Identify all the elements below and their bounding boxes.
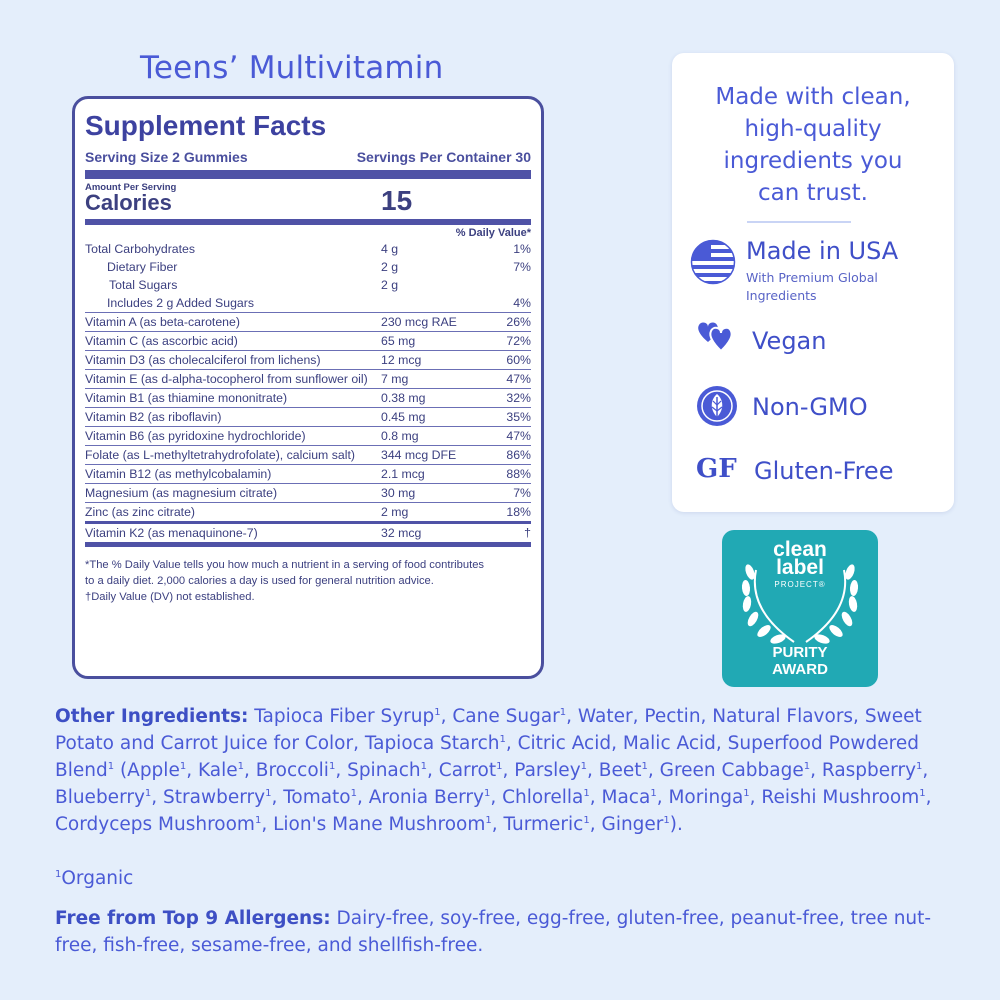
footnote-line: *The % Daily Value tells you how much a nutrient in a serving of food contributes [85,559,485,571]
vegan-label: Vegan [752,327,827,355]
daily-value-header: % Daily Value* [455,227,531,239]
nutrient-amount: 12 mcg [381,353,422,367]
footnote-line: †Daily Value (DV) not established. [85,591,255,603]
nutrient-name: Vitamin B6 (as pyridoxine hydrochloride) [85,429,306,443]
nutrient-row [85,350,531,369]
nutrient-amount: 230 mcg RAE [381,315,457,329]
gluten-free-icon: GF [696,454,737,484]
nutrient-amount: 2.1 mcg [381,467,425,481]
nutrient-name: Vitamin E (as d-alpha-tocopherol from sunflower oil) [85,372,368,386]
made-in-usa-sub-line: With Premium Global [746,270,878,285]
nutrient-amount: 32 mcg [381,526,422,540]
nutrient-amount: 2 g [381,278,399,292]
nutrient-dv: 4% [513,296,531,310]
nutrient-row [85,502,531,521]
nutrient-name: Vitamin A (as beta-carotene) [85,315,240,329]
nutrient-name: Folate (as L-methyltetrahydrofolate), calcium salt) [85,448,355,462]
nutrient-name: Vitamin B2 (as riboflavin) [85,410,222,424]
nutrient-table [85,240,531,542]
nutrient-name: Vitamin K2 (as menaquinone-7) [85,526,258,540]
ingredients-text: Tapioca Fiber Syrup$^1$, Cane Sugar$^1$, Water, Pectin, Natural Flavors, Sweet Potato and Carrot Juice for Color, Tapioca Starch$^1$, Citric Acid, Malic Acid, Superfood Powdered Blend$^1$ (Apple$^1$, Kale$^1$, Broccoli$^1$, Spinach$^1$, Carrot$^1$, Parsley$^1$, Beet$^1$, Green Cabbage$^1$, Raspberry$^1$, Blueberry$^1$, Strawberry$^1$, Tomato$^1$, Aronia Berry$^1$, Chlorella$^1$, Maca$^1$, Moringa$^1$, Reishi Mushroom$^1$, Cordyceps Mushroom$^1$, Lion's Mane Mushroom$^1$, Turmeric$^1$, Ginger$^1$). [55,706,932,835]
other-ingredients [55,703,965,838]
claims-tagline [672,81,954,209]
calories-value: 15 [381,185,413,216]
nutrient-amount: 7 mg [381,372,409,386]
nutrient-amount: 4 g [381,242,399,256]
nutrient-dv: 7% [513,260,531,274]
nutrient-dv: † [524,526,531,540]
nutrient-dv: 47% [506,429,531,443]
serving-size: Serving Size 2 Gummies [85,149,248,165]
nutrient-name: Dietary Fiber [107,260,178,274]
nutrient-dv: 18% [506,505,531,519]
nutrient-amount: 30 mg [381,486,416,500]
nutrient-dv: 35% [506,410,531,424]
nutrient-dv: 86% [506,448,531,462]
made-in-usa-sub-line: Ingredients [746,288,817,303]
nutrient-name: Vitamin B1 (as thiamine mononitrate) [85,391,288,405]
divider-thick [85,170,531,179]
vegan-heart-icon [694,319,738,359]
tagline-line: Made with clean, [715,84,911,110]
divider-footer [85,542,531,547]
nutrient-amount: 0.45 mg [381,410,426,424]
organic-note [55,868,133,889]
nutrient-name: Total Carbohydrates [85,242,196,256]
nutrient-dv: 60% [506,353,531,367]
nutrient-amount: 0.38 mg [381,391,426,405]
badge-clean: clean [773,538,827,561]
clean-label-badge [722,530,878,687]
nutrient-dv: 1% [513,242,531,256]
allergen-statement [55,905,965,959]
nutrient-dv: 26% [506,315,531,329]
nutrient-name: Vitamin D3 (as cholecalciferol from lichens) [85,353,321,367]
calories-label: Calories [85,190,172,215]
nutrient-row [85,407,531,426]
organic-label: Organic [61,868,134,889]
allergens-text: Dairy-free, soy-free, egg-free, gluten-free, peanut-free, tree nut-free, fish-free, sesame-free, and shellfish-free. [55,908,932,956]
ingredients-label: Other Ingredients: [55,706,249,727]
nutrient-dv: 32% [506,391,531,405]
tagline-line: can trust. [758,180,868,206]
badge-award: AWARD [772,661,828,678]
divider-medium [85,219,531,225]
nutrient-amount: 0.8 mg [381,429,419,443]
non-gmo-label: Non-GMO [752,393,868,421]
footnote-line: to a daily diet. 2,000 calories a day is used for general nutrition advice. [85,575,434,587]
made-in-usa-sub [746,269,878,305]
nutrient-row [85,521,531,542]
nutrient-row [85,294,531,312]
nutrient-dv: 72% [506,334,531,348]
nutrient-row [85,240,531,258]
nutrient-name: Total Sugars [109,278,178,292]
nutrient-name: Magnesium (as magnesium citrate) [85,486,278,500]
nutrient-name: Includes 2 g Added Sugars [107,296,254,310]
gluten-free-label: Gluten-Free [754,457,894,485]
nutrient-dv: 88% [506,467,531,481]
amount-per-serving: Amount Per Serving [85,182,177,193]
facts-title: Supplement Facts [85,110,327,141]
nutrient-amount: 65 mg [381,334,416,348]
tagline-line: ingredients you [723,148,903,174]
allergens-label: Free from Top 9 Allergens: [55,908,331,929]
serving-row [85,149,531,165]
footnote [85,557,531,605]
nutrient-row [85,388,531,407]
nutrient-name: Zinc (as zinc citrate) [85,505,196,519]
nutrient-row [85,464,531,483]
nutrient-row [85,331,531,350]
badge-project: PROJECT® [774,580,826,589]
made-in-usa-label: Made in USA [746,237,899,265]
badge-purity: PURITY [772,644,828,661]
usa-flag-icon [690,239,736,285]
claims-card [672,53,954,512]
leaf-icon [696,385,738,427]
nutrient-amount: 2 mg [381,505,409,519]
nutrient-name: Vitamin C (as ascorbic acid) [85,334,238,348]
nutrient-dv: 7% [513,486,531,500]
tagline-line: high-quality [744,116,882,142]
nutrient-row [85,483,531,502]
servings-per-container: Servings Per Container 30 [356,149,531,165]
product-title: Teens’ Multivitamin [140,50,444,86]
nutrient-name: Vitamin B12 (as methylcobalamin) [85,467,272,481]
nutrient-row [85,369,531,388]
claims-divider [747,221,851,223]
supplement-facts-panel [72,96,544,679]
nutrient-amount: 2 g [381,260,399,274]
badge-label: label [776,556,824,579]
nutrient-dv: 47% [506,372,531,386]
organic-mark: 1 [55,868,62,880]
nutrient-row [85,312,531,331]
nutrient-amount: 344 mcg DFE [381,448,457,462]
nutrient-row [85,426,531,445]
nutrient-row [85,445,531,464]
nutrient-row [85,258,531,276]
nutrient-row [85,276,531,294]
